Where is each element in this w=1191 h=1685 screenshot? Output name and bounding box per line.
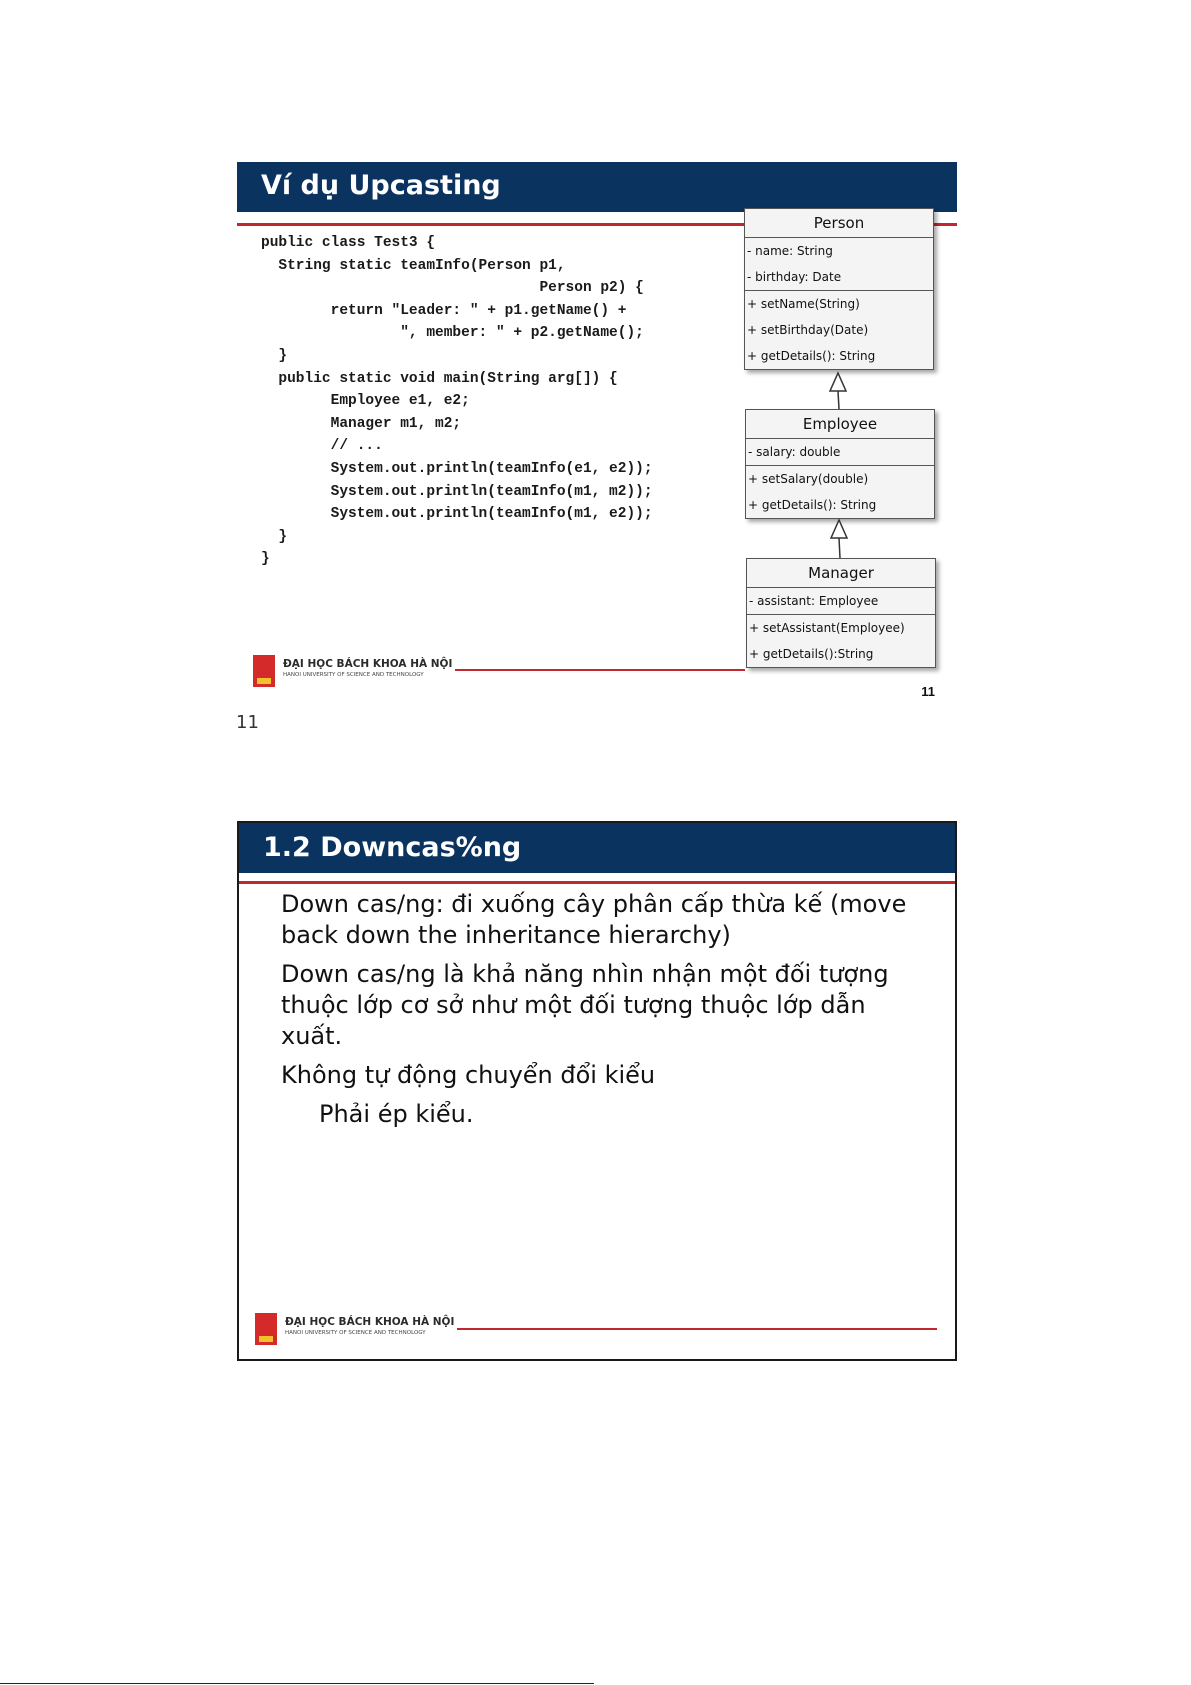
uml-class-name: Employee <box>746 410 934 439</box>
university-subtitle: HANOI UNIVERSITY OF SCIENCE AND TECHNOLOGY <box>283 672 424 678</box>
uml-class-employee <box>745 409 935 519</box>
bullet-item: Không tự động chuyển đổi kiểu <box>281 1061 656 1089</box>
uml-method: + setAssistant(Employee) <box>749 621 905 635</box>
slide-title: 1.2 Downcas%ng <box>263 832 522 863</box>
page-bottom-rule <box>0 1683 594 1684</box>
slide-upcasting-example <box>237 162 957 707</box>
university-name: ĐẠI HỌC BÁCH KHOA HÀ NỘI <box>283 658 453 670</box>
uml-method: + getDetails(): String <box>747 349 876 363</box>
title-divider <box>239 881 955 884</box>
university-subtitle: HANOI UNIVERSITY OF SCIENCE AND TECHNOLOGY <box>285 1330 426 1336</box>
uml-attribute: - birthday: Date <box>747 270 842 284</box>
university-logo-icon <box>255 1313 277 1345</box>
uml-methods <box>745 291 933 369</box>
university-name: ĐẠI HỌC BÁCH KHOA HÀ NỘI <box>285 1316 455 1328</box>
slide-title: Ví dụ Upcasting <box>261 170 501 201</box>
uml-class-name: Person <box>745 209 933 238</box>
footer-divider <box>457 1328 937 1330</box>
uml-class-person <box>744 208 934 370</box>
uml-method: + getDetails(): String <box>748 498 877 512</box>
uml-attributes <box>745 238 933 291</box>
uml-method: + setName(String) <box>747 297 860 311</box>
uml-method: + setSalary(double) <box>748 472 869 486</box>
page-number-label: 11 <box>236 712 259 733</box>
uml-method: + getDetails():String <box>749 647 874 661</box>
footer-divider <box>455 669 745 671</box>
inheritance-arrow-manager-employee <box>831 520 847 558</box>
slide-downcasting <box>237 821 957 1361</box>
uml-method: + setBirthday(Date) <box>747 323 869 337</box>
uml-attribute: - assistant: Employee <box>749 594 879 608</box>
uml-attributes <box>746 439 934 466</box>
university-logo <box>253 655 453 689</box>
university-logo-icon <box>253 655 275 687</box>
slide-number: 11 <box>921 684 935 699</box>
uml-attributes <box>747 588 935 615</box>
uml-methods <box>746 466 934 518</box>
bullet-item: Down cas/ng là khả năng nhìn nhận một đối tượng thuộc lớp cơ sở như một đối tượng thuộc lớp dẫn xuất. <box>281 960 889 1050</box>
uml-class-manager <box>746 558 936 668</box>
bullet-item: Down cas/ng: đi xuống cây phân cấp thừa kế (move back down the inheritance hierarchy) <box>281 890 907 949</box>
uml-attribute: - salary: double <box>748 445 841 459</box>
inheritance-arrow-employee-person <box>830 373 846 409</box>
bullet-list <box>281 889 931 1130</box>
slide-title-bar <box>237 162 957 212</box>
uml-methods <box>747 615 935 667</box>
code-block: public class Test3 { String static teamInfo(Person p1, Person p2) { return "Leader: " + p1.getName() + ", member: " + p2.getName(); } public static void main(String arg[]) { Employee e1, e2; Manager m1, m2; // ... System.out.println(teamInfo(e1, e2)); System.out.println(teamInfo(m1, m2)); System.out.println(teamInfo(m1, e2)); } } <box>261 235 653 568</box>
sub-bullet-item: Phải ép kiểu. <box>319 1100 474 1128</box>
uml-class-name: Manager <box>747 559 935 588</box>
slide-title-bar <box>239 823 955 873</box>
uml-attribute: - name: String <box>747 244 833 258</box>
university-logo <box>255 1313 455 1347</box>
